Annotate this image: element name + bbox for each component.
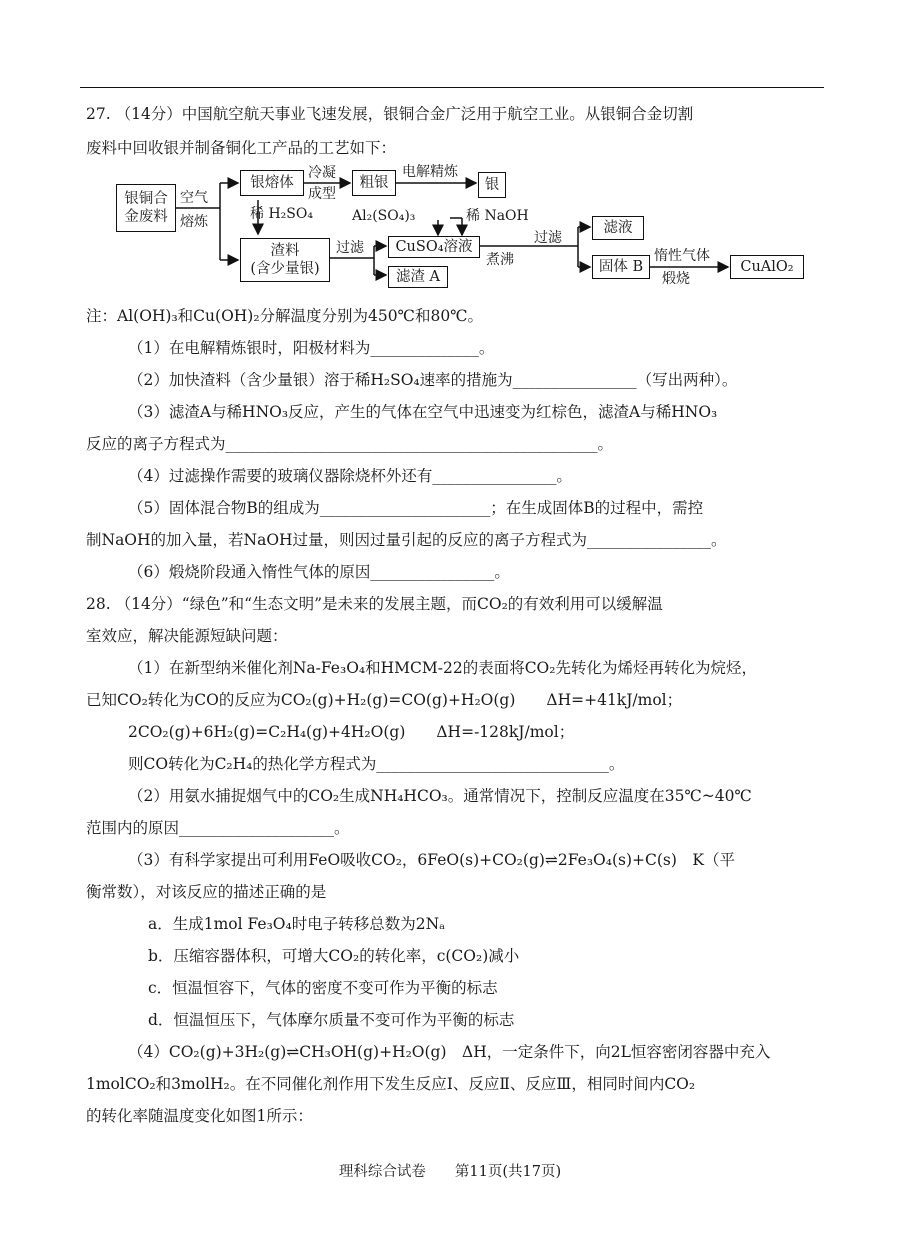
label-boil: 煮沸	[486, 252, 514, 268]
q28-option-b: b．压缩容器体积，可增大CO₂的转化率，c(CO₂)减小	[148, 947, 520, 965]
box-slag	[240, 238, 330, 282]
box-solid-b: 固体 B	[592, 255, 650, 279]
label-dilute-naoh: 稀 NaOH	[466, 208, 529, 224]
box-residue-a: 滤渣 A	[388, 266, 448, 288]
q27-sub5-line2: 制NaOH的加入量，若NaOH过量，则因过量引起的反应的离子方程式为________________。	[86, 531, 727, 549]
q27-line1: 27. （14分）中国航空航天事业飞速发展，银铜合金广泛用于航空工业。从银铜合金切割	[86, 105, 694, 123]
label-condense: 冷凝	[308, 165, 336, 181]
q28-line2: 室效应，解决能源短缺问题：	[86, 627, 288, 645]
q28-option-a: a．生成1mol Fe₃O₄时电子转移总数为2Nₐ	[148, 915, 446, 933]
q28-sub4-line3: 的转化率随温度变化如图1所示：	[86, 1107, 313, 1125]
q28-sub2-line2: 范围内的原因____________________。	[86, 819, 350, 837]
label-smelt: 熔炼	[180, 214, 208, 230]
q28-sub1-line4: 则CO转化为C₂H₄的热化学方程式为______________________________。	[128, 755, 625, 773]
q28-sub1-line2: 已知CO₂转化为CO的反应为CO₂(g)+H₂(g)=CO(g)+H₂O(g) ΔH=+41kJ/mol；	[86, 691, 683, 709]
box-silver-melt: 银熔体	[240, 170, 304, 196]
q27-line2: 废料中回收银并制备铜化工产品的工艺如下：	[86, 139, 397, 157]
q28-option-d: d．恒温恒压下，气体摩尔质量不变可作为平衡的标志	[148, 1011, 515, 1029]
label-al2so43: Al₂(SO₄)₃	[352, 208, 416, 224]
q27-sub4: （4）过滤操作需要的玻璃仪器除烧杯外还有________________。	[128, 467, 572, 485]
q27-note: 注：Al(OH)₃和Cu(OH)₂分解温度分别为450℃和80℃。	[86, 307, 484, 325]
box-silver: 银	[478, 172, 506, 198]
q27-sub2: （2）加快渣料（含少量银）溶于稀H₂SO₄速率的措施为________________（写出两种）。	[128, 371, 738, 389]
box-cualo2: CuAlO₂	[730, 255, 804, 279]
box-slag-line1: 渣料	[270, 243, 300, 259]
box-filtrate: 滤液	[592, 216, 644, 240]
q28-line1: 28. （14分）“绿色”和“生态文明”是未来的发展主题，而CO₂的有效利用可以缓解温	[86, 595, 663, 613]
q27-sub1: （1）在电解精炼银时，阳极材料为______________。	[128, 339, 495, 357]
q27-sub3-line1: （3）滤渣A与稀HNO₃反应，产生的气体在空气中迅速变为红棕色，滤渣A与稀HNO₃	[128, 403, 718, 421]
box-cuso4-solution: CuSO₄溶液	[388, 236, 480, 258]
q27-sub5-line1: （5）固体混合物B的组成为______________________；在生成固体B的过程中，需控	[128, 499, 704, 517]
q27-sub3-line2: 反应的离子方程式为________________________________________________。	[86, 435, 614, 453]
q28-sub2-line1: （2）用氨水捕捉烟气中的CO₂生成NH₄HCO₃。通常情况下，控制反应温度在35℃~40℃	[128, 787, 752, 805]
q28-option-c: c．恒温恒容下，气体的密度不变可作为平衡的标志	[148, 979, 498, 997]
q28-sub3-line2: 衡常数），对该反应的描述正确的是	[86, 883, 327, 901]
box-slag-line2: (含少量银)	[250, 261, 320, 277]
label-filter-2: 过滤	[534, 230, 562, 246]
label-calcine: 煅烧	[662, 271, 690, 287]
q28-sub1-line1: （1）在新型纳米催化剂Na-Fe₃O₄和HMCM-22的表面将CO₂先转化为烯烃再转化为烷烃，	[128, 659, 757, 677]
label-mold: 成型	[308, 186, 336, 202]
label-dilute-h2so4: 稀 H₂SO₄	[250, 206, 313, 222]
label-filter-1: 过滤	[336, 240, 364, 256]
box-raw-scrap: 银铜合金废料	[116, 184, 176, 232]
q27-sub6: （6）煅烧阶段通入惰性气体的原因________________。	[128, 563, 510, 581]
q28-sub4-line1: （4）CO₂(g)+3H₂(g)⇌CH₃OH(g)+H₂O(g) ΔH，一定条件下，向2L恒容密闭容器中充入	[128, 1043, 771, 1061]
q28-sub3-line1: （3）有科学家提出可利用FeO吸收CO₂，6FeO(s)+CO₂(g)⇌2Fe₃O₄(s)+C(s) K（平	[128, 851, 735, 869]
label-electrorefine: 电解精炼	[402, 164, 458, 180]
page-footer: 理科综合试卷 第11页(共17页)	[338, 1164, 562, 1180]
label-air: 空气	[180, 190, 208, 206]
box-crude-silver: 粗银	[352, 170, 396, 196]
label-inert-gas: 惰性气体	[654, 248, 710, 264]
q28-sub1-line3: 2CO₂(g)+6H₂(g)=C₂H₄(g)+4H₂O(g) ΔH=-128kJ/mol；	[128, 723, 575, 741]
q28-sub4-line2: 1molCO₂和3molH₂。在不同催化剂作用下发生反应Ⅰ、反应Ⅱ、反应Ⅲ，相同时间内CO₂	[86, 1075, 696, 1093]
